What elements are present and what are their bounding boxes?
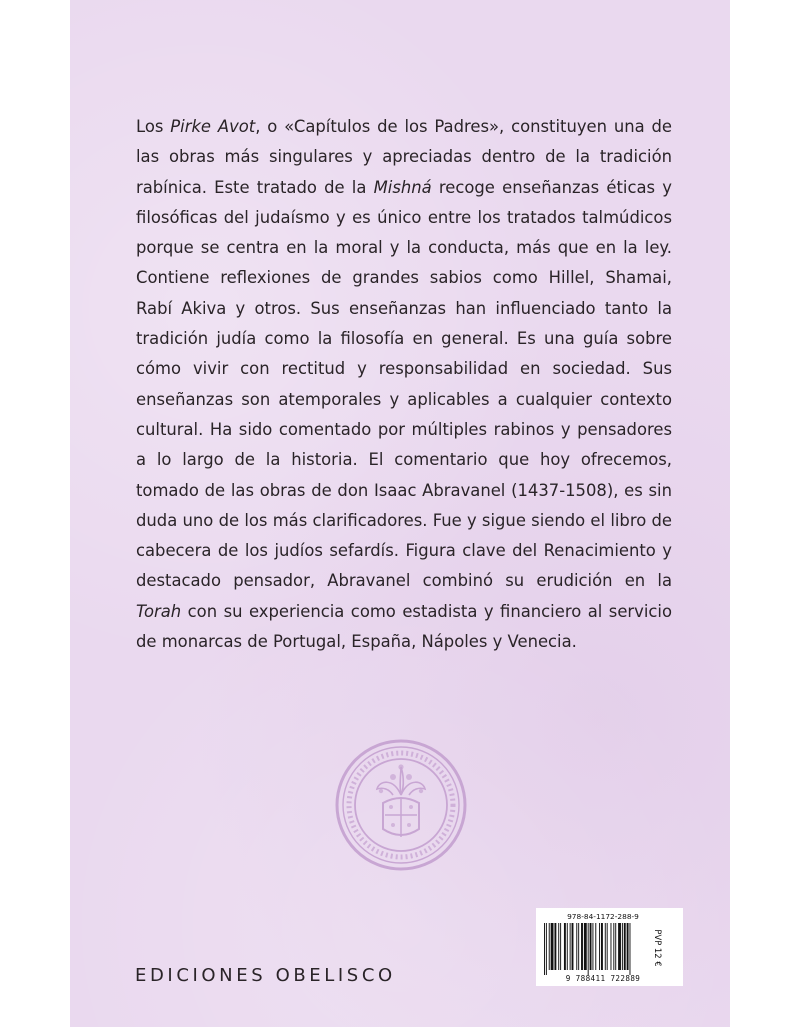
barcode-bar bbox=[572, 923, 574, 970]
barcode-bar bbox=[588, 923, 589, 975]
barcode-bar bbox=[544, 923, 545, 975]
barcode-label bbox=[536, 908, 683, 986]
title-pirke-avot: Pirke Avot bbox=[170, 117, 256, 136]
barcode-bar bbox=[570, 923, 571, 970]
barcode-bar bbox=[607, 923, 608, 970]
blurb-part-4: con su experiencia como estadista y financiero al servicio de monarcas de Portugal, España, Nápoles y Venecia. bbox=[136, 601, 672, 652]
barcode-bar bbox=[599, 923, 600, 970]
barcode-bar bbox=[627, 923, 629, 970]
barcode-bar bbox=[558, 923, 559, 970]
barcode-bar bbox=[560, 923, 561, 970]
barcode-bar bbox=[564, 923, 566, 970]
back-cover bbox=[70, 0, 730, 1027]
barcode-bar bbox=[551, 923, 554, 970]
barcode-bar bbox=[581, 923, 583, 970]
barcode-bar bbox=[592, 923, 593, 970]
barcode-bar bbox=[601, 923, 603, 970]
barcode-bar bbox=[578, 923, 579, 970]
ean-digits: 9 788411 722889 bbox=[565, 974, 641, 983]
barcode-bar bbox=[622, 923, 623, 970]
title-mishna: Mishná bbox=[373, 177, 432, 197]
title-torah: Torah bbox=[136, 601, 182, 621]
barcode-bar bbox=[584, 923, 587, 970]
barcode-bar bbox=[549, 923, 550, 970]
barcode-bar bbox=[624, 923, 626, 970]
price-label: PVP 12 € bbox=[653, 929, 663, 967]
barcode-bar bbox=[567, 923, 568, 970]
blurb-text bbox=[136, 112, 672, 657]
barcode-bar bbox=[618, 923, 621, 970]
barcode-bar bbox=[590, 923, 592, 970]
barcode-bar bbox=[546, 923, 547, 975]
barcode-bar bbox=[630, 923, 631, 975]
barcode-bar bbox=[615, 923, 616, 970]
blurb-part-3: recoge enseñanzas éticas y filosóficas del judaísmo y es único entre los tratados talmúdicos porque se centra en la moral y la conducta, más que en la ley. Contiene reflexiones de grandes sabios como Hillel, Shamai, Rabí Akiva y otros. Sus enseñanzas han influenciado tanto la tradición judía como la filosofía en general. Es una guía sobre cómo vivir con rectitud y responsabilidad en sociedad. Sus enseñanzas son atemporales y aplicables a cualquier contexto cultural. Ha sido comentado por múltiples rabinos y pensadores a lo largo de la historia. El comentario que hoy ofrecemos, tomado de las obras de don Isaac Abravanel (1437-1508), es sin duda uno de los más clarificadores. Fue y sigue siendo el libro de cabecera de los judíos sefardís. Figura clave del Renacimiento y destacado pensador, Abravanel combinó su erudición en la bbox=[136, 177, 672, 591]
barcode-bar bbox=[595, 923, 596, 970]
publisher-name: EDICIONES OBELISCO bbox=[135, 965, 396, 986]
barcode-bar bbox=[611, 923, 612, 970]
blurb-part-2: , o «Capítulos de los Padres», constituyen una de las obras más singulares y apreciadas dentro de la tradición rabínica. Este tratado de la bbox=[136, 117, 673, 197]
isbn-text: 978-84-1172-288-9 bbox=[567, 912, 639, 921]
barcode-bar bbox=[554, 923, 556, 970]
barcode-bars bbox=[542, 923, 660, 975]
barcode-bar bbox=[605, 923, 606, 970]
blurb-part-1: Los bbox=[136, 117, 171, 136]
barcode-bar bbox=[613, 923, 614, 970]
printers-mark-seal-icon bbox=[333, 737, 469, 873]
barcode-bar bbox=[576, 923, 577, 970]
